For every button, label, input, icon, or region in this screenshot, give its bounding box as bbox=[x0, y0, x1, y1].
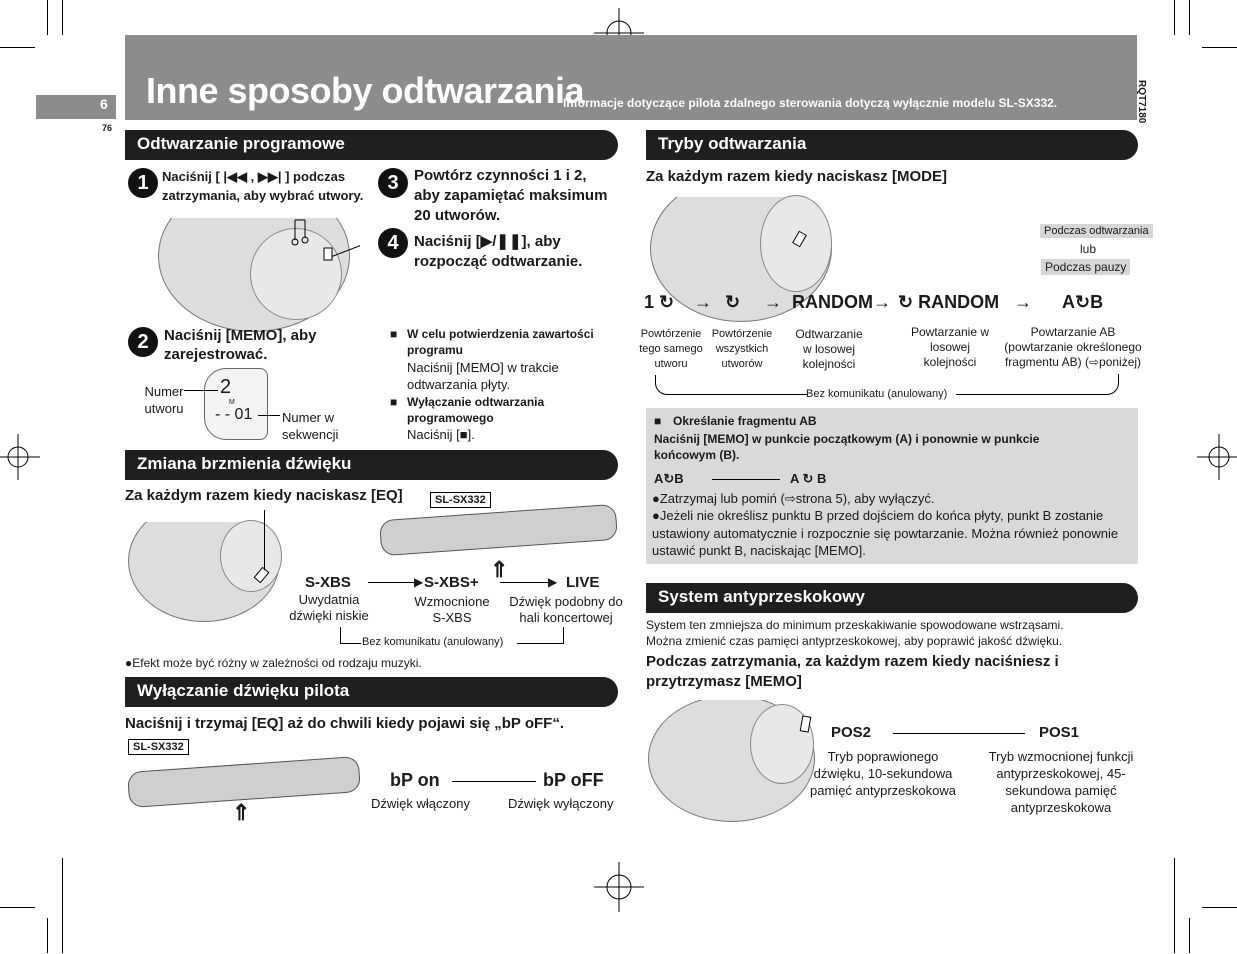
beep-off-display: bP oFF bbox=[543, 770, 604, 790]
label-track-number: Numer utworu bbox=[144, 384, 184, 416]
bullet-square: ■ bbox=[390, 327, 398, 341]
leader-line bbox=[264, 510, 265, 570]
return-arrow-line bbox=[517, 627, 564, 644]
leader-line bbox=[258, 415, 280, 416]
or-label: lub bbox=[1080, 242, 1097, 256]
antiskip-pos2-desc: Tryb poprawionego dźwięku, 10-sekundowa pamięć antyprzeskokowa bbox=[810, 749, 956, 798]
modes-cancel-label: Bez komunikatu (anulowany) bbox=[806, 388, 948, 400]
lcd-memo-indicator: M bbox=[229, 399, 235, 406]
lcd-display bbox=[204, 368, 268, 440]
beep-instruction: Naciśnij i trzymaj [EQ] aż do chwili kiedy pojawi się „bP oFF“. bbox=[125, 715, 564, 732]
bullet-square: ■ bbox=[654, 414, 662, 428]
mode-desc-5: Powtarzanie AB (powtarzanie określonego fragmentu AB) (⇨poniżej) bbox=[1004, 325, 1142, 369]
antiskip-pos2: POS2 bbox=[831, 724, 872, 741]
lcd-track-number: 2 bbox=[220, 376, 232, 398]
arrow-right-icon: → bbox=[764, 292, 782, 312]
mode-random: RANDOM bbox=[792, 292, 873, 312]
note-confirm-text: Naciśnij [MEMO] w trakcie odtwarzania płyty. bbox=[407, 360, 559, 392]
ab-from: A↻B bbox=[654, 471, 684, 486]
ab-bullet-1: ●Zatrzymaj lub pomiń (⇨strona 5), aby wyłączyć. bbox=[652, 491, 935, 506]
eq-mode-sxbs-plus: S-XBS+ bbox=[424, 574, 479, 591]
section-heading-beep: Wyłączanie dźwięku pilota bbox=[125, 677, 618, 707]
step-3-text: Powtórz czynności 1 i 2, aby zapamiętać maksimum 20 utworów. bbox=[414, 167, 608, 224]
crop-mark bbox=[1202, 47, 1237, 48]
eq-desc-sxbs-plus: Wzmocnione S-XBS bbox=[414, 594, 490, 625]
note-cancel-text: Naciśnij [■]. bbox=[407, 427, 475, 442]
ab-title: Określanie fragmentu AB bbox=[673, 414, 817, 428]
beep-on-display: bP on bbox=[390, 770, 440, 790]
step-number-3: 3 bbox=[378, 168, 408, 198]
leader-line bbox=[184, 390, 218, 391]
lcd-sequence-number: - - 01 bbox=[215, 406, 253, 423]
registration-mark bbox=[0, 432, 40, 482]
player-button-ring bbox=[220, 520, 282, 592]
mode-repeat-one: 1 ↻ bbox=[644, 292, 675, 312]
crop-mark bbox=[47, 0, 48, 35]
ab-bullet-2: ●Jeżeli nie określisz punktu B przed dojściem do końca płyty, punkt B zostanie ustawiony automatycznie i rozpocznie się powtarzanie. Można również ponownie ustawić punkt B, naciskając [MEMO]. bbox=[652, 508, 1119, 558]
arrow-right-icon: → bbox=[694, 292, 712, 312]
page-number: 6 bbox=[100, 96, 108, 112]
registration-mark bbox=[594, 862, 644, 912]
up-arrow-icon: ⇑ bbox=[232, 800, 251, 825]
document-code: RQT7180 bbox=[1136, 80, 1147, 124]
mode-desc-3: Odtwarzanie w losowej kolejności bbox=[795, 327, 863, 371]
mode-desc-4: Powtarzanie w losowej kolejności bbox=[910, 325, 990, 369]
double-arrow-line bbox=[893, 733, 1025, 734]
model-label: SL-SX332 bbox=[430, 492, 491, 508]
during-play-label: Podczas odtwarzania bbox=[1040, 224, 1153, 238]
ab-instruction: Naciśnij [MEMO] w punkcie początkowym (A) i ponownie w punkcie końcowym (B). bbox=[654, 432, 1040, 462]
section-heading-antiskip: System antyprzeskokowy bbox=[646, 583, 1138, 613]
return-arrow-line bbox=[956, 374, 1119, 395]
section-heading-program: Odtwarzanie programowe bbox=[125, 130, 618, 160]
arrow-line bbox=[712, 479, 780, 480]
eq-mode-sxbs: S-XBS bbox=[305, 574, 351, 591]
crop-mark bbox=[0, 47, 35, 48]
crop-mark bbox=[1189, 918, 1190, 953]
antiskip-instruction: Podczas zatrzymania, za każdym razem kiedy naciśniesz i przytrzymasz [MEMO] bbox=[646, 653, 1059, 690]
eq-cancel-label: Bez komunikatu (anulowany) bbox=[362, 636, 504, 648]
bullet-square: ■ bbox=[390, 395, 398, 409]
crop-mark bbox=[1189, 0, 1190, 35]
step-number-2: 2 bbox=[128, 327, 158, 357]
section-heading-eq: Zmiana brzmienia dźwięku bbox=[125, 450, 618, 480]
remote-control-illustration bbox=[379, 504, 618, 556]
return-arrow-line bbox=[340, 627, 361, 644]
mode-repeat-all: ↻ bbox=[725, 292, 741, 312]
mode-desc-1: Powtórzenie tego samego utworu bbox=[639, 328, 703, 370]
antiskip-pos1-desc: Tryb wzmocnionej funkcji antyprzeskokowej, 45-sekundowa pamięć antyprzeskokowa bbox=[988, 749, 1134, 815]
arrow-right-icon: ▶ bbox=[548, 575, 558, 589]
eq-desc-live: Dźwięk podobny do hali koncertowej bbox=[509, 594, 623, 625]
beep-on-desc: Dźwięk włączony bbox=[371, 796, 470, 811]
crop-mark bbox=[1174, 858, 1175, 953]
section-heading-modes: Tryby odtwarzania bbox=[646, 130, 1138, 160]
antiskip-pos1: POS1 bbox=[1039, 724, 1080, 741]
note-confirm-title: W celu potwierdzenia zawartości programu bbox=[407, 327, 594, 357]
note-cancel-title: Wyłączanie odtwarzania programowego bbox=[407, 395, 545, 425]
antiskip-text-2: Można zmienić czas pamięci antyprzeskokowej, aby poprawić jakość dźwięku. bbox=[646, 634, 1063, 648]
arrow-right-icon: → bbox=[1014, 292, 1032, 312]
eq-mode-live: LIVE bbox=[566, 574, 600, 591]
pointer-lines bbox=[280, 210, 360, 300]
label-sequence-number: Numer w sekwencji bbox=[282, 410, 339, 442]
model-label: SL-SX332 bbox=[128, 739, 189, 755]
double-arrow-line bbox=[452, 781, 536, 782]
step-number-1: 1 bbox=[128, 168, 158, 198]
beep-off-desc: Dźwięk wyłączony bbox=[508, 796, 614, 811]
arrow-line bbox=[368, 582, 418, 583]
step-1-text: Naciśnij [ |◀◀ , ▶▶| ] podczas zatrzymania, aby wybrać utwory. bbox=[162, 169, 364, 203]
step-2-text: Naciśnij [MEMO], aby zarejestrować. bbox=[164, 327, 317, 363]
mode-ab-repeat: A↻B bbox=[1062, 292, 1104, 312]
mode-random-repeat: ↻ RANDOM bbox=[898, 292, 1000, 312]
mode-desc-2: Powtórzenie wszystkich utworów bbox=[711, 328, 773, 370]
step-4-text: Naciśnij [▶/❚❚], aby rozpocząć odtwarzanie. bbox=[414, 233, 583, 270]
crop-mark bbox=[47, 918, 48, 953]
ab-to: A ↻ B bbox=[790, 471, 827, 486]
crop-mark bbox=[0, 907, 35, 908]
eq-note: ●Efekt może być różny w zależności od rodzaju muzyki. bbox=[125, 656, 422, 670]
crop-mark bbox=[1202, 907, 1237, 908]
crop-mark bbox=[1174, 0, 1175, 35]
arrow-line bbox=[500, 582, 552, 583]
crop-mark bbox=[62, 858, 63, 953]
arrow-right-icon: ▶ bbox=[414, 575, 424, 589]
arrow-right-icon: → bbox=[873, 292, 891, 312]
page-small-number: 76 bbox=[102, 123, 113, 133]
eq-instruction: Za każdym razem kiedy naciskasz [EQ] bbox=[125, 487, 403, 504]
antiskip-text-1: System ten zmniejsza do minimum przeskakiwanie spowodowane wstrząsami. bbox=[646, 618, 1064, 632]
registration-mark bbox=[1197, 432, 1237, 482]
step-number-4: 4 bbox=[378, 228, 408, 258]
page-title: Inne sposoby odtwarzania bbox=[146, 70, 585, 111]
modes-instruction: Za każdym razem kiedy naciskasz [MODE] bbox=[646, 168, 947, 185]
eq-desc-sxbs: Uwydatnia dźwięki niskie bbox=[289, 592, 369, 623]
page-subtitle: Informacje dotyczące pilota zdalnego sterowania dotyczą wyłącznie modelu SL-SX332. bbox=[563, 96, 1058, 110]
crop-mark bbox=[62, 0, 63, 35]
return-arrow-line bbox=[655, 375, 808, 395]
up-arrow-icon: ⇑ bbox=[490, 557, 509, 582]
during-pause-label: Podczas pauzy bbox=[1041, 259, 1130, 275]
